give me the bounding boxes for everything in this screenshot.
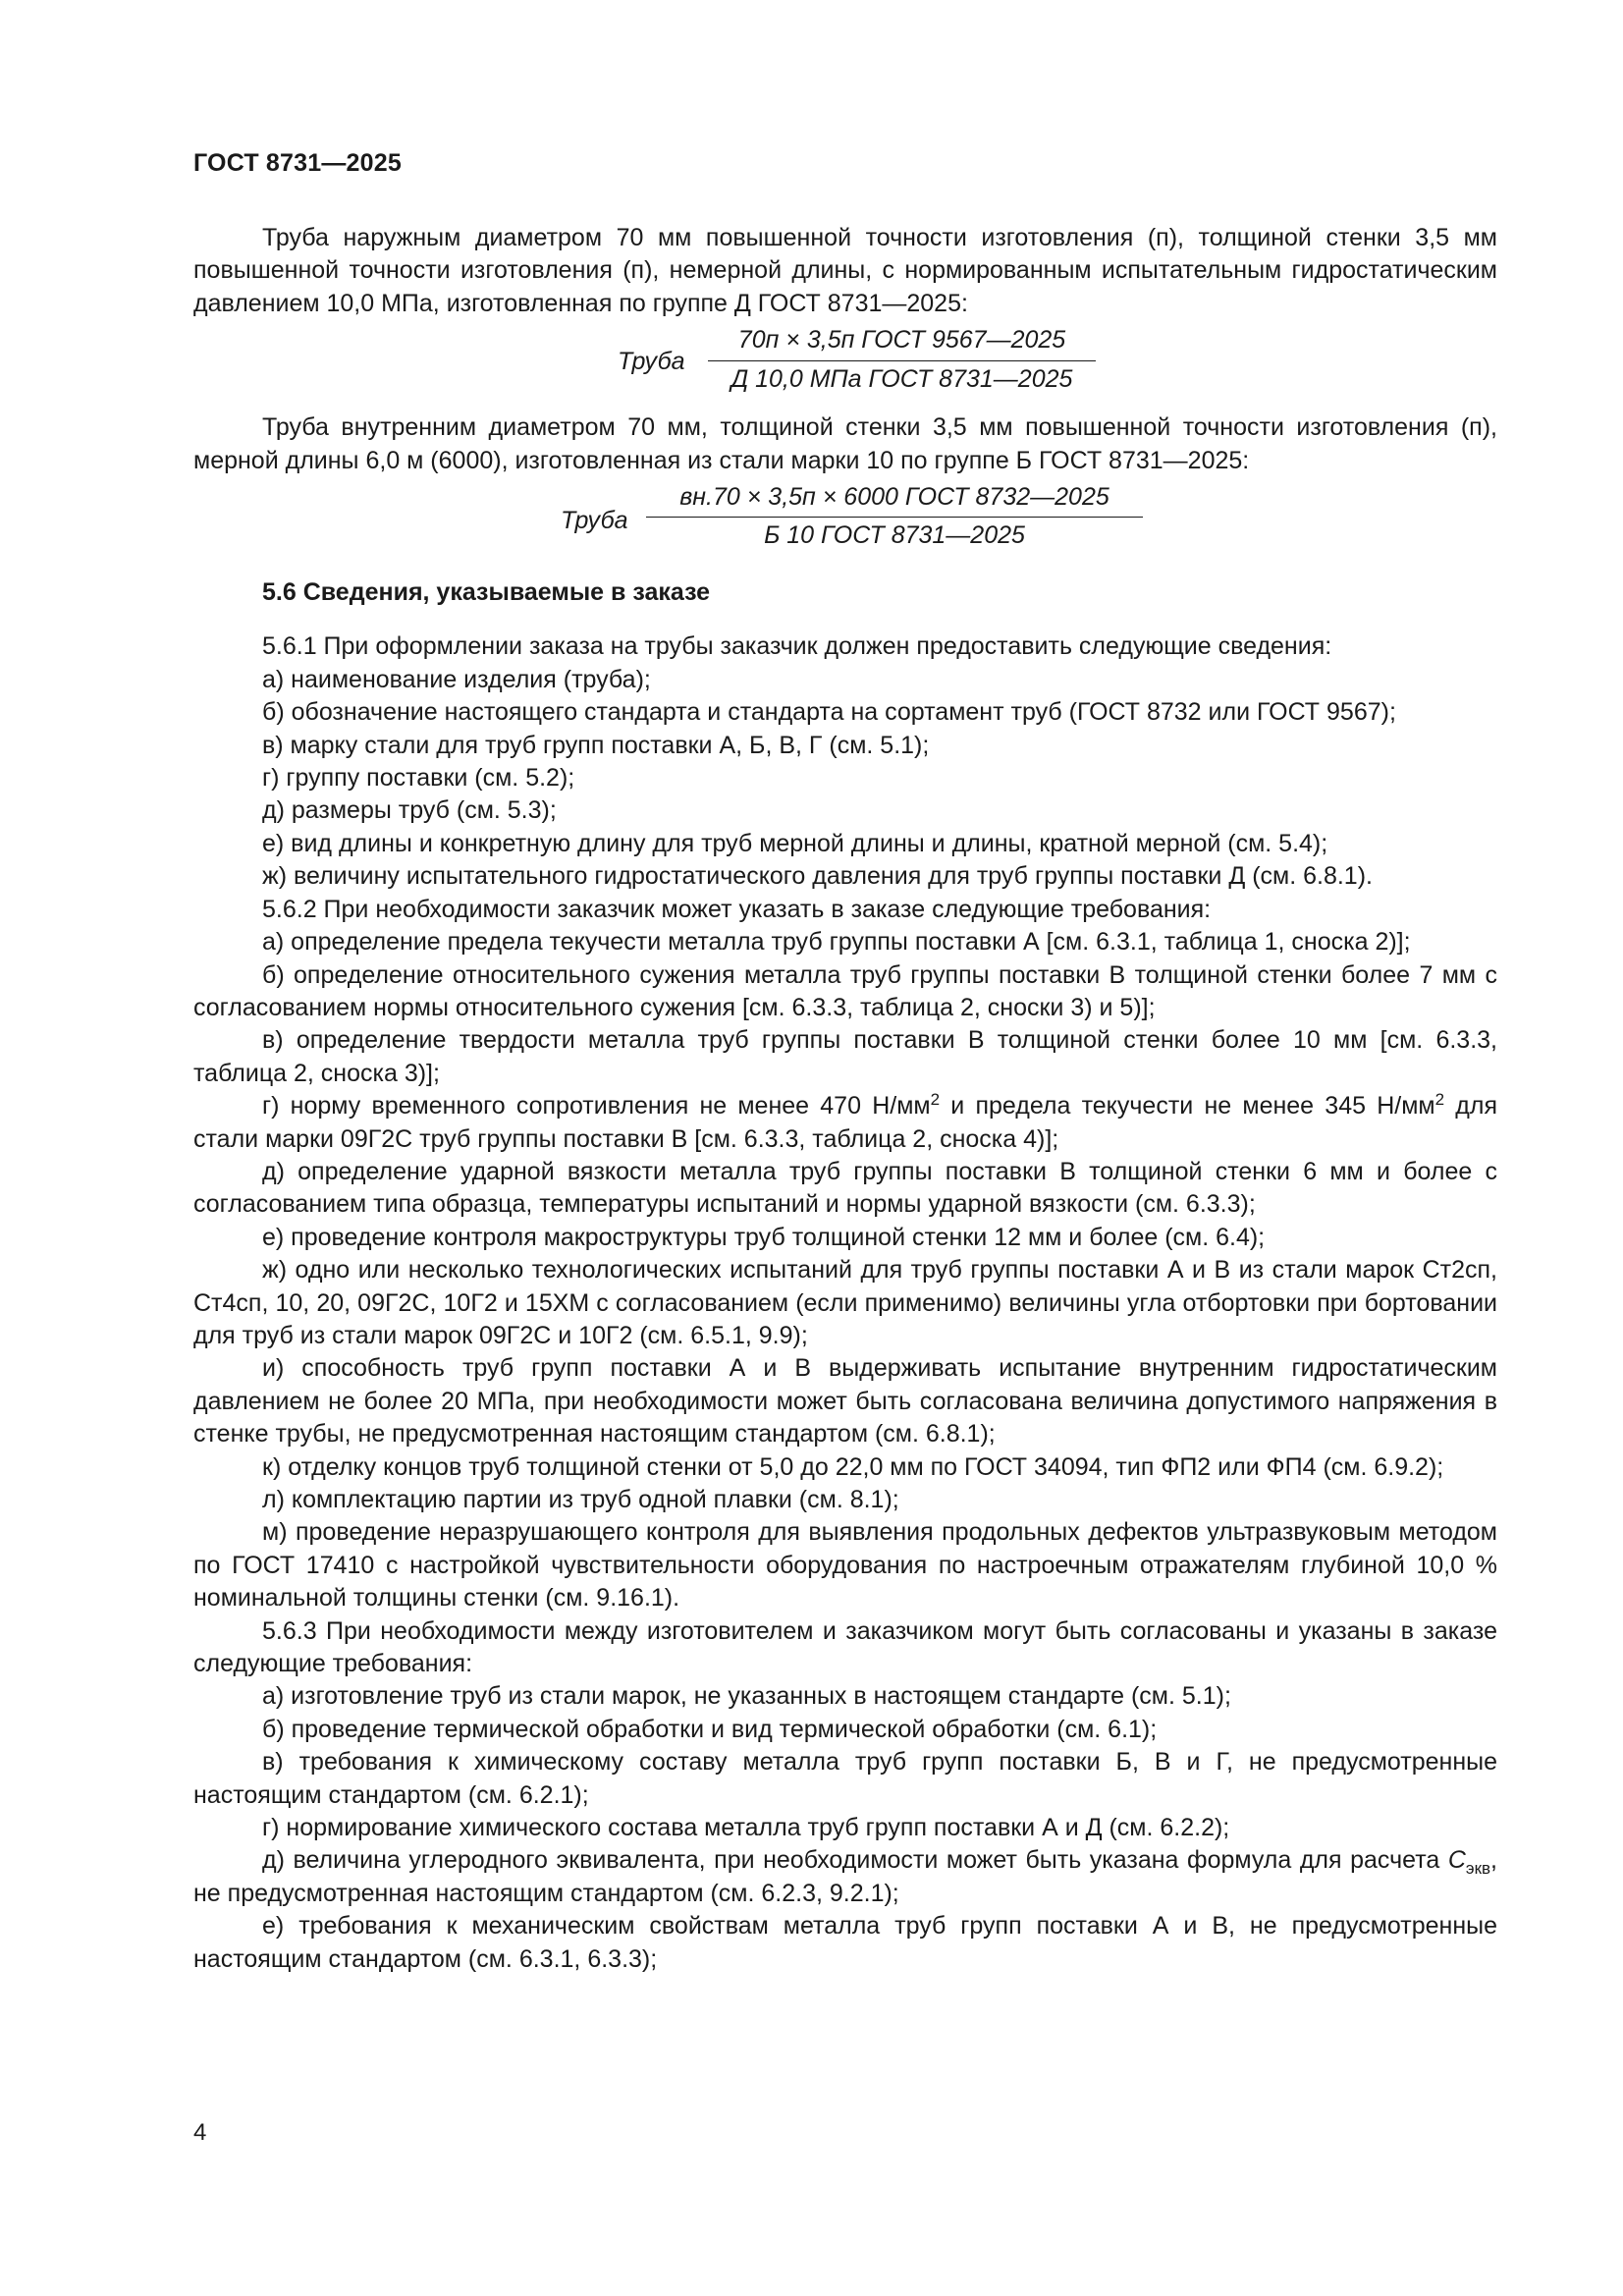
item-text: , не предусмотренная настоящим стандартом (см. 6.2.3, 9.2.1);	[193, 1846, 1497, 1907]
list-item: в) требования к химическому составу металла труб групп поставки Б, В и Г, не предусмотренные настоящим стандартом (см. 6.2.1);	[193, 1748, 1497, 1809]
list-item: ж) величину испытательного гидростатического давления для труб группы поставки Д (см. 6.8.1).	[262, 862, 1373, 891]
example-paragraph-2: Труба внутренним диаметром 70 мм, толщиной стенки 3,5 мм повышенной точности изготовления (п), мерной длины 6,0 м (6000), изготовленная из стали марки 10 по группе Б ГОСТ 8731—2025:	[193, 413, 1497, 474]
superscript: 2	[1434, 1090, 1445, 1110]
list-item: ж) одно или несколько технологических испытаний для труб группы поставки А и В из стали марок Ст2сп, Ст4сп, 10, 20, 09Г2С, 10Г2 и 15ХМ с согласованием (если применимо) величины угла отбортовки при бортовании для труб из стали марок 09Г2С и 10Г2 (см. 6.5.1, 9.9);	[193, 1256, 1497, 1349]
list-item: д) размеры труб (см. 5.3);	[262, 796, 557, 825]
clause-5-6-1: 5.6.1 При оформлении заказа на трубы заказчик должен предоставить следующие сведения:	[262, 632, 1332, 661]
formula-label: Труба	[561, 507, 628, 535]
list-item: г) группу поставки (см. 5.2);	[262, 764, 575, 793]
list-item: к) отделку концов труб толщиной стенки от 5,0 до 22,0 мм по ГОСТ 34094, тип ФП2 или ФП4 (см. 6.9.2);	[262, 1452, 1444, 1481]
formula-denominator: Д 10,0 МПа ГОСТ 8731—2025	[730, 364, 1073, 393]
section-title: 5.6 Сведения, указываемые в заказе	[262, 578, 711, 607]
item-text: для стали марки 09Г2С труб группы поставки В [см. 6.3.3, таблица 2, сноска 4)];	[193, 1092, 1497, 1153]
list-item: д) определение ударной вязкости металла труб группы поставки В толщиной стенки 6 мм и более с согласованием типа образца, температуры испытаний и нормы ударной вязкости (см. 6.3.3);	[193, 1157, 1497, 1219]
designation-formula-1	[193, 324, 1497, 406]
list-item: а) наименование изделия (труба);	[262, 665, 651, 693]
list-item: б) проведение термической обработки и вид термической обработки (см. 6.1);	[262, 1715, 1158, 1743]
list-item: б) определение относительного сужения металла труб группы поставки В толщиной стенки более 7 мм с согласованием нормы относительного сужения [см. 6.3.3, таблица 2, сноски 3) и 5)];	[193, 960, 1497, 1021]
formula-symbol: С	[1447, 1846, 1466, 1875]
item-text: д) величина углеродного эквивалента, при необходимости может быть указана формула для расчета	[262, 1846, 1448, 1875]
list-item: а) изготовление труб из стали марок, не указанных в настоящем стандарте (см. 5.1);	[262, 1682, 1231, 1711]
designation-formula-2	[193, 481, 1497, 563]
formula-fraction	[646, 481, 1143, 553]
subscript: экв	[1465, 1859, 1491, 1879]
clause-5-6-3: 5.6.3 При необходимости между изготовителем и заказчиком могут быть согласованы и указаны в заказе следующие требования:	[193, 1616, 1497, 1678]
item-text: г) норму временного сопротивления не менее 470 Н/мм	[262, 1092, 931, 1121]
list-item: и) способность труб групп поставки А и В выдерживать испытание внутренним гидростатическим давлением не более 20 МПа, при необходимости может быть согласована величина допустимого напряжения в стенке трубы, не предусмотренная настоящим стандартом (см. 6.8.1);	[193, 1354, 1497, 1449]
page-number: 4	[193, 2119, 207, 2146]
list-item: б) обозначение настоящего стандарта и стандарта на сортамент труб (ГОСТ 8732 или ГОСТ 9567);	[262, 698, 1396, 727]
clause-5-6-2: 5.6.2 При необходимости заказчик может указать в заказе следующие требования:	[262, 895, 1212, 923]
document-header: ГОСТ 8731—2025	[193, 149, 402, 177]
formula-denominator: Б 10 ГОСТ 8731—2025	[764, 521, 1025, 550]
list-item: е) проведение контроля макроструктуры труб толщиной стенки 12 мм и более (см. 6.4);	[262, 1223, 1266, 1251]
list-item: а) определение предела текучести металла труб группы поставки А [см. 6.3.1, таблица 1, сноска 2)];	[262, 928, 1411, 957]
list-item	[193, 1844, 1497, 1910]
formula-numerator: вн.70 × 3,5п × 6000 ГОСТ 8732—2025	[646, 481, 1143, 518]
superscript: 2	[930, 1090, 941, 1110]
formula-fraction	[708, 324, 1096, 396]
list-item	[193, 1090, 1497, 1156]
list-item: в) определение твердости металла труб группы поставки В толщиной стенки более 10 мм [см. 6.3.3, таблица 2, сноска 3)];	[193, 1026, 1497, 1087]
formula-numerator: 70п × 3,5п ГОСТ 9567—2025	[708, 324, 1096, 360]
item-text: и предела текучести не менее 345 Н/мм	[940, 1092, 1435, 1121]
example-paragraph-1: Труба наружным диаметром 70 мм повышенной точности изготовления (п), толщиной стенки 3,5 мм повышенной точности изготовления (п), немерной длины, с нормированным испытательным гидростатическим давлением 10,0 МПа, изготовленная по группе Д ГОСТ 8731—2025:	[193, 224, 1497, 317]
list-item: е) требования к механическим свойствам металла труб групп поставки А и В, не предусмотренные настоящим стандартом (см. 6.3.1, 6.3.3);	[193, 1912, 1497, 1973]
list-item: м) проведение неразрушающего контроля для выявления продольных дефектов ультразвуковым методом по ГОСТ 17410 с настройкой чувствительности оборудования по настроечным отражателям глубиной 10,0 % номинальной толщины стенки (см. 9.16.1).	[193, 1518, 1497, 1613]
list-item: г) нормирование химического состава металла труб групп поставки А и Д (см. 6.2.2);	[262, 1814, 1230, 1842]
document-body	[193, 222, 1497, 1976]
list-item: в) марку стали для труб групп поставки А, Б, В, Г (см. 5.1);	[262, 731, 930, 759]
list-item: е) вид длины и конкретную длину для труб мерной длины и длины, кратной мерной (см. 5.4);	[262, 829, 1328, 857]
list-item: л) комплектацию партии из труб одной плавки (см. 8.1);	[262, 1486, 899, 1513]
formula-label: Труба	[618, 348, 685, 376]
